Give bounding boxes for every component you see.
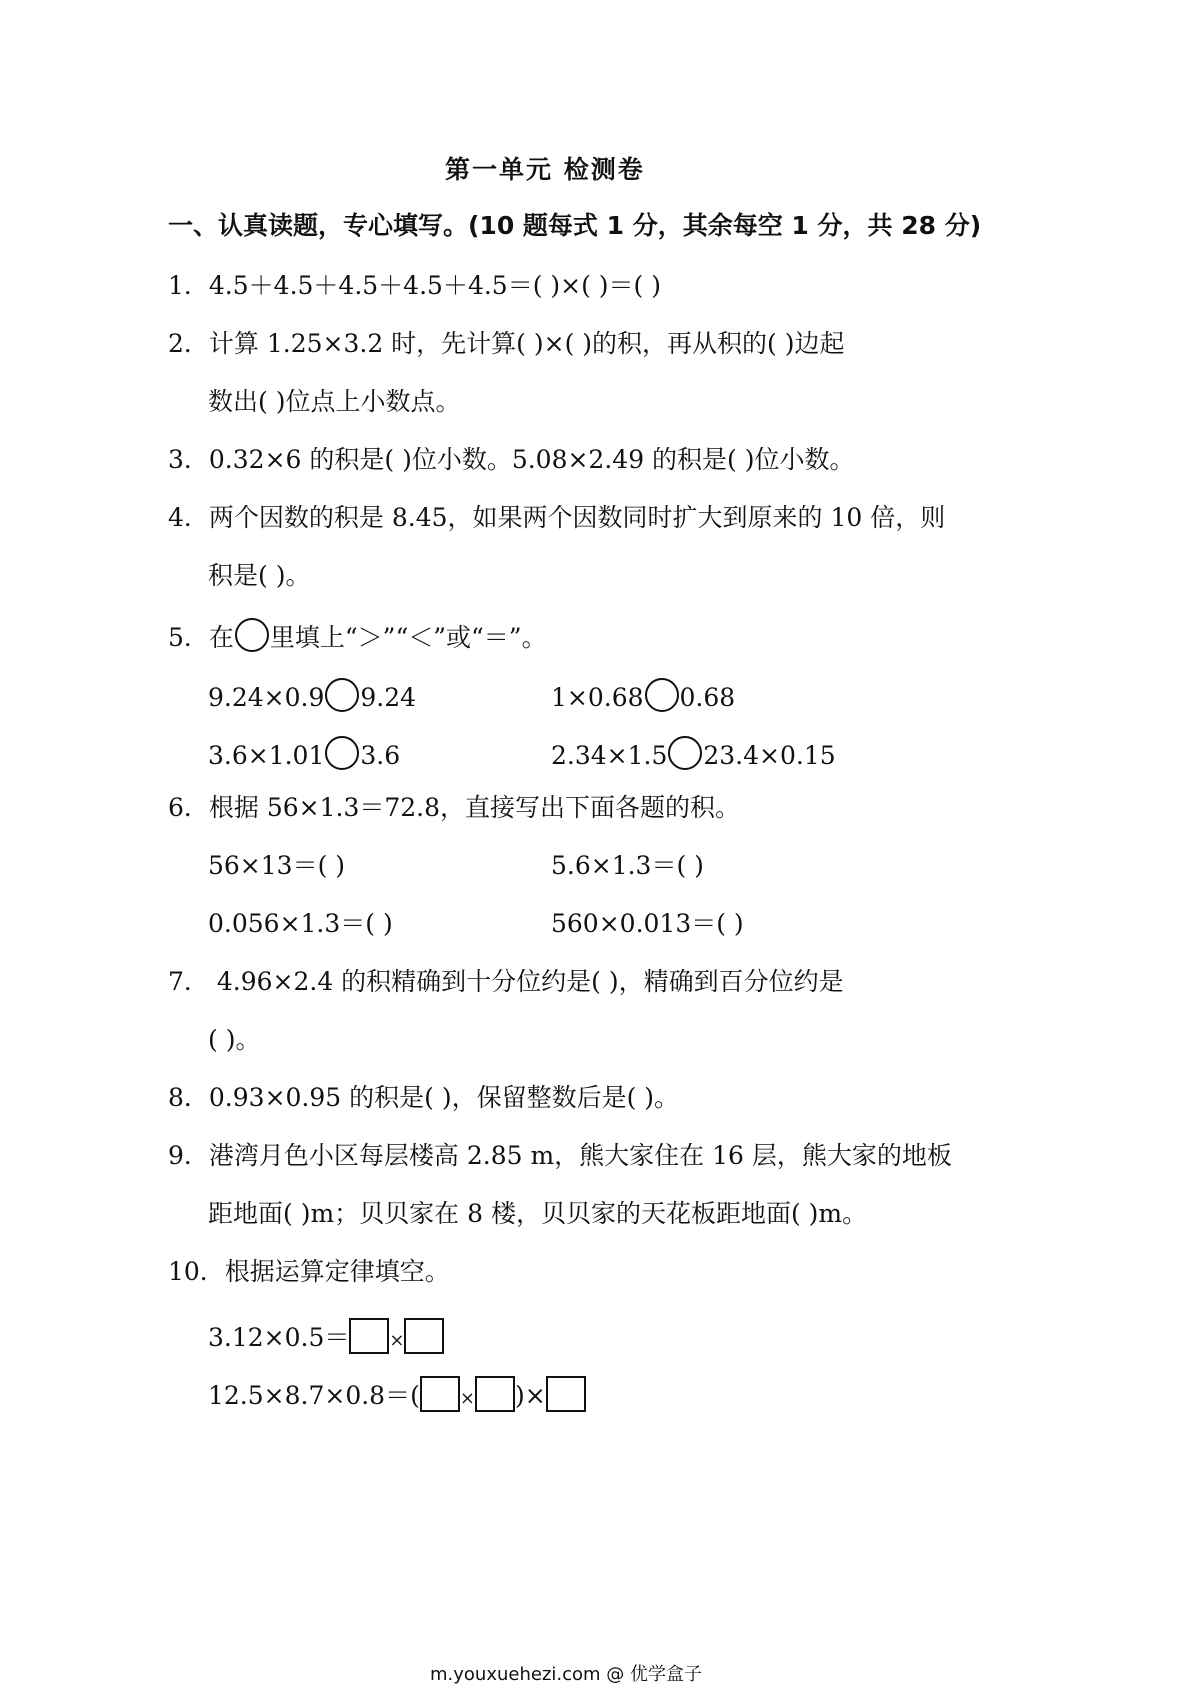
compare-right: 9.24 xyxy=(360,683,417,712)
expression: 3.12×0.5＝ xyxy=(208,1323,350,1352)
times-sign: × xyxy=(389,1330,405,1351)
page-title: 第一单元 检测卷 xyxy=(445,155,645,184)
compare-right: 23.4×0.15 xyxy=(703,741,836,770)
question-9-line-1: 9．港湾月色小区每层楼高 2.85 m，熊大家住在 16 层，熊大家的地板 xyxy=(168,1141,952,1170)
compare-item xyxy=(208,678,416,712)
question-5 xyxy=(168,618,547,654)
question-10: 10．根据运算定律填空。 xyxy=(168,1257,450,1286)
question-4-line-2: 积是( )。 xyxy=(208,561,311,590)
product-item: 56×13＝( ) xyxy=(208,851,346,880)
product-item: 0.056×1.3＝( ) xyxy=(208,909,393,938)
compare-left: 3.6×1.01 xyxy=(208,741,325,770)
footer-watermark: m.youxuehezi.com @ 优学盒子 xyxy=(430,1664,703,1685)
compare-right: 0.68 xyxy=(679,683,736,712)
question-10-b xyxy=(208,1376,586,1412)
expression: 12.5×8.7×0.8＝( xyxy=(208,1381,420,1410)
question-8: 8．0.93×0.95 的积是( )，保留整数后是( )。 xyxy=(168,1083,680,1112)
answer-box[interactable] xyxy=(404,1318,444,1354)
answer-circle[interactable] xyxy=(325,736,359,770)
question-1: 1．4.5＋4.5＋4.5＋4.5＋4.5＝( )×( )＝( ) xyxy=(168,271,662,300)
question-5-suffix: 里填上“＞”“＜”或“＝”。 xyxy=(269,623,547,652)
question-10-a xyxy=(208,1318,444,1354)
answer-box[interactable] xyxy=(420,1376,460,1412)
close-paren: )× xyxy=(514,1381,546,1410)
question-5-prefix: 5．在 xyxy=(168,623,234,652)
compare-item xyxy=(208,736,400,770)
question-7-line-1: 7． 4.96×2.4 的积精确到十分位约是( )，精确到百分位约是 xyxy=(168,967,844,996)
product-item: 560×0.013＝( ) xyxy=(551,909,744,938)
compare-left: 2.34×1.5 xyxy=(551,741,668,770)
compare-left: 9.24×0.9 xyxy=(208,683,325,712)
question-3: 3．0.32×6 的积是( )位小数。5.08×2.49 的积是( )位小数。 xyxy=(168,445,855,474)
section-heading: 一、认真读题，专心填写。(10 题每式 1 分，其余每空 1 分，共 28 分) xyxy=(168,211,982,240)
compare-left: 1×0.68 xyxy=(551,683,644,712)
answer-circle[interactable] xyxy=(325,678,359,712)
question-9-line-2: 距地面( )m；贝贝家在 8 楼，贝贝家的天花板距地面( )m。 xyxy=(208,1199,868,1228)
question-4-line-1: 4．两个因数的积是 8.45，如果两个因数同时扩大到原来的 10 倍，则 xyxy=(168,503,946,532)
compare-circle-icon xyxy=(235,618,269,652)
answer-circle[interactable] xyxy=(668,736,702,770)
times-sign: × xyxy=(459,1388,475,1409)
compare-right: 3.6 xyxy=(360,741,401,770)
compare-item xyxy=(551,736,836,770)
question-7-line-2: ( )。 xyxy=(208,1025,261,1054)
product-item: 5.6×1.3＝( ) xyxy=(551,851,704,880)
question-6: 6．根据 56×1.3＝72.8，直接写出下面各题的积。 xyxy=(168,793,741,822)
compare-item xyxy=(551,678,735,712)
answer-circle[interactable] xyxy=(645,678,679,712)
answer-box[interactable] xyxy=(349,1318,389,1354)
question-2-line-1: 2．计算 1.25×3.2 时，先计算( )×( )的积，再从积的( )边起 xyxy=(168,329,845,358)
question-2-line-2: 数出( )位点上小数点。 xyxy=(208,387,461,416)
answer-box[interactable] xyxy=(546,1376,586,1412)
answer-box[interactable] xyxy=(475,1376,515,1412)
